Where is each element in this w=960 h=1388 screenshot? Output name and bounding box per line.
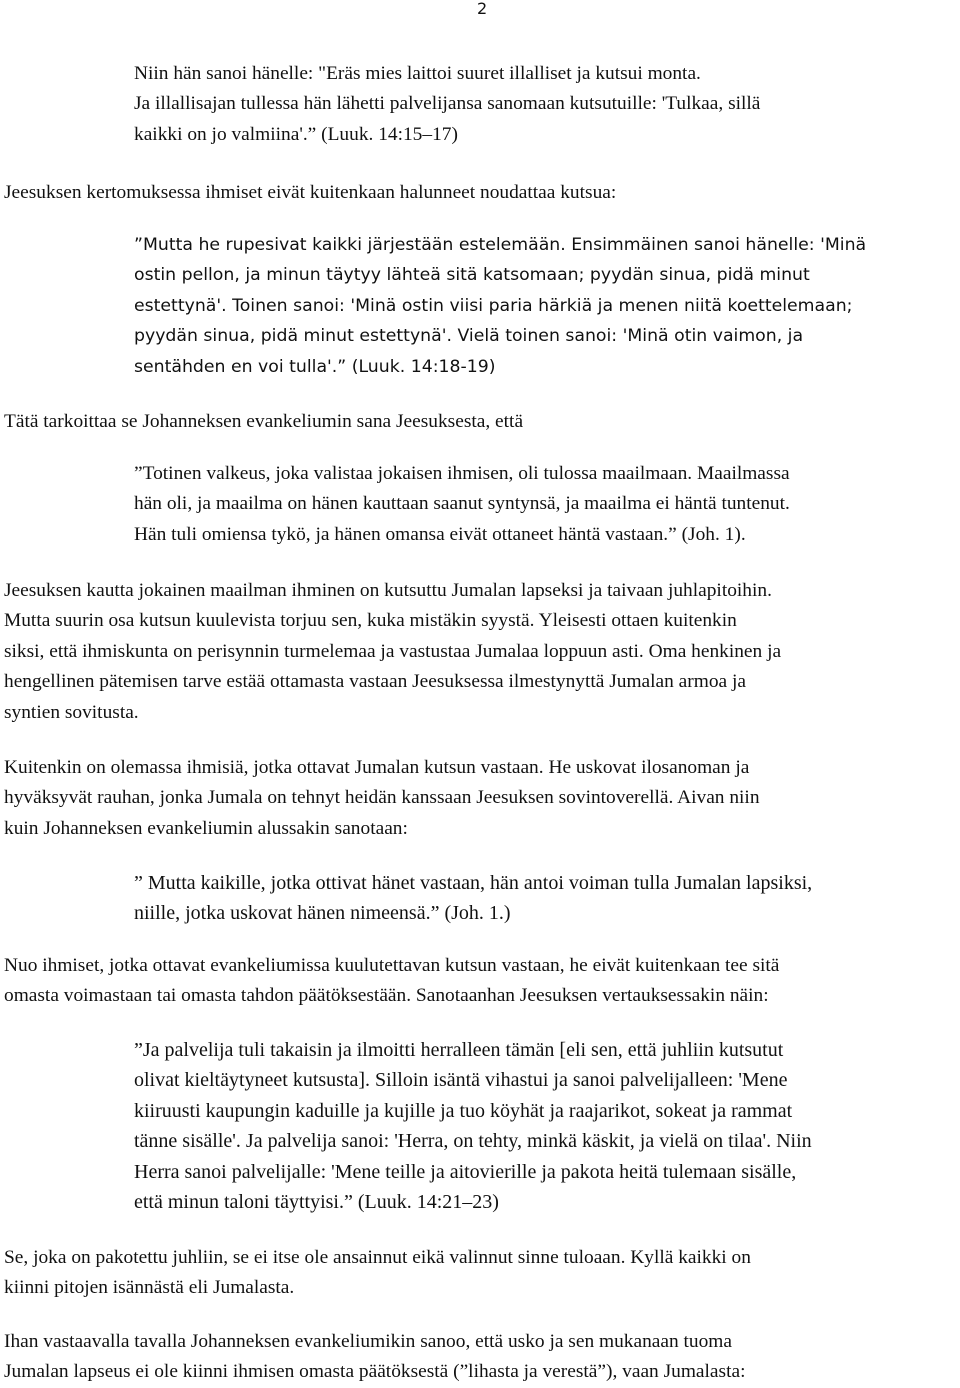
quote-block-5 <box>134 1035 812 1217</box>
quote-block-2 <box>134 230 866 382</box>
text-line: Nuo ihmiset, jotka ottavat evankeliumissa kuulutettavan kutsun vastaan, he eivät kuitenkaan tee sitä <box>4 955 780 976</box>
text-line: tänne sisälle'. Ja palvelija sanoi: 'Herra, on tehty, minkä käskit, ja vielä on tilaa'. Niin <box>134 1130 812 1153</box>
text-line: omasta voimastaan tai omasta tahdon päätöksestään. Sanotaanhan Jeesuksen vertauksessakin näin: <box>4 985 769 1007</box>
quote-block-4 <box>134 868 812 929</box>
text-line: Mutta suurin osa kutsun kuulevista torjuu sen, kuka mistäkin syystä. Yleisesti ottaen kuitenkin <box>4 610 737 632</box>
text-line: Jumalan lapseus ei ole kiinni ihmisen omasta päätöksestä (”lihasta ja verestä”), vaan Jumalasta: <box>4 1361 746 1383</box>
text-line: Ihan vastaavalla tavalla Johanneksen evankeliumikin sanoo, että usko ja sen mukanaan tuoma <box>4 1331 732 1352</box>
text-line: Niin hän sanoi hänelle: "Eräs mies laittoi suuret illalliset ja kutsui monta. <box>134 63 701 84</box>
paragraph-2 <box>4 407 523 437</box>
page-number: 2 <box>477 0 488 18</box>
text-line: hän oli, ja maailma on hänen kauttaan saanut syntynsä, ja maailma ei häntä tuntenut. <box>134 493 790 515</box>
text-line: Kuitenkin on olemassa ihmisiä, jotka ottavat Jumalan kutsun vastaan. He uskovat ilosanoman ja <box>4 757 750 778</box>
text-line: kiiruusti kaupungin kaduille ja kujille ja tuo köyhät ja raajarikot, sokeat ja rammat <box>134 1099 793 1122</box>
text-line: ostin pellon, ja minun täytyy lähteä sitä katsomaan; pyydän sinua, pidä minut <box>134 265 810 286</box>
text-line: siksi, että ihmiskunta on perisynnin turmelemaa ja vastustaa Jumalaa loppuun asti. Oma henkinen ja <box>4 640 782 662</box>
text-line: hyväksyvät rauhan, jonka Jumala on tehnyt heidän kanssaan Jeesuksen sovintoverellä. Aivan niin <box>4 787 760 809</box>
paragraph-3 <box>4 576 781 728</box>
text-line: sentähden en voi tulla'.” (Luuk. 14:18-19) <box>134 356 496 377</box>
text-line: pyydän sinua, pidä minut estettynä'. Vielä toinen sanoi: 'Minä otin vaimon, ja <box>134 326 804 347</box>
text-line: kaikki on jo valmiina'.” (Luuk. 14:15–17) <box>134 123 458 145</box>
paragraph-6 <box>4 1243 751 1304</box>
text-line: hengellinen pätemisen tarve estää ottamasta vastaan Jeesuksessa ilmestynyttä Jumalan armoa ja <box>4 671 746 693</box>
text-line: ” Mutta kaikille, jotka ottivat hänet vastaan, hän antoi voiman tulla Jumalan lapsiksi, <box>134 872 813 894</box>
text-line: kuin Johanneksen evankeliumin alussakin sanotaan: <box>4 817 408 839</box>
paragraph-1 <box>4 178 616 208</box>
text-line: olivat kieltäytyneet kutsusta]. Silloin isäntä vihastui ja sanoi palvelijalleen: 'Mene <box>134 1069 788 1092</box>
text-line: Tätä tarkoittaa se Johanneksen evankeliumin sana Jeesuksesta, että <box>4 411 524 432</box>
text-line: estettynä'. Toinen sanoi: 'Minä ostin viisi paria härkiä ja menen niitä koettelemaan; <box>134 295 853 316</box>
text-line: syntien sovitusta. <box>4 701 139 723</box>
text-line: ”Totinen valkeus, joka valistaa jokaisen ihmisen, oli tulossa maailmaan. Maailmassa <box>134 463 790 484</box>
quote-block-3 <box>134 459 790 550</box>
text-line: ”Ja palvelija tuli takaisin ja ilmoitti herralleen tämän [eli sen, että juhliin kutsutut <box>134 1039 784 1061</box>
text-line: että minun taloni täyttyisi.” (Luuk. 14:21–23) <box>134 1191 499 1214</box>
text-line: kiinni pitojen isännästä eli Jumalasta. <box>4 1277 295 1299</box>
text-line: Jeesuksen kautta jokainen maailman ihminen on kutsuttu Jumalan lapseksi ja taivaan juhlapitoihin. <box>4 580 772 601</box>
text-line: niille, jotka uskovat hänen nimeensä.” (Joh. 1.) <box>134 902 511 925</box>
text-line: Herra sanoi palvelijalle: 'Mene teille ja aitovierille ja pakota heitä tulemaan sisälle, <box>134 1160 797 1183</box>
text-line: Hän tuli omiensa tykö, ja hänen omansa eivät ottaneet häntä vastaan.” (Joh. 1). <box>134 523 746 545</box>
paragraph-5 <box>4 951 779 1012</box>
paragraph-4 <box>4 753 760 844</box>
quote-block-1 <box>134 59 760 150</box>
paragraph-7 <box>4 1327 745 1388</box>
text-line: Ja illallisajan tullessa hän lähetti palvelijansa sanomaan kutsutuille: 'Tulkaa, sillä <box>134 93 761 115</box>
text-line: ”Mutta he rupesivat kaikki järjestään estelemään. Ensimmäinen sanoi hänelle: 'Minä <box>134 235 867 255</box>
text-line: Se, joka on pakotettu juhliin, se ei itse ole ansainnut eikä valinnut sinne tuloaan. Kyllä kaikki on <box>4 1247 751 1268</box>
text-line: Jeesuksen kertomuksessa ihmiset eivät kuitenkaan halunneet noudattaa kutsua: <box>4 182 617 203</box>
